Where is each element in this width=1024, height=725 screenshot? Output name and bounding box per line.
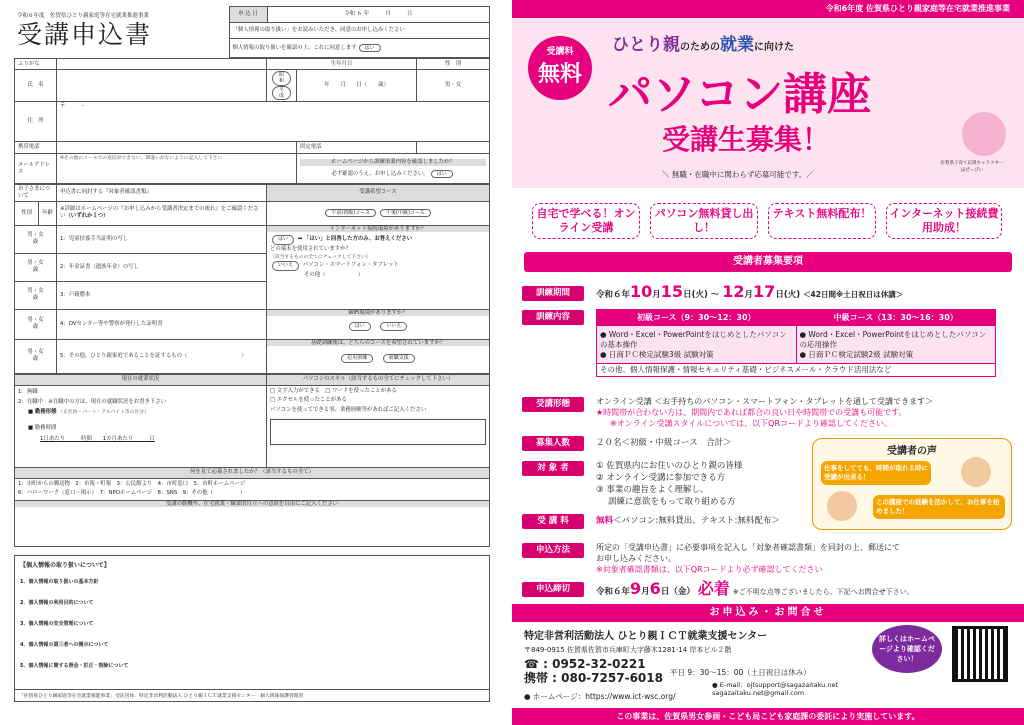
basic-b[interactable]: 就職支援 — [383, 354, 415, 362]
child-row-1[interactable]: 男・女 歳 — [15, 225, 57, 253]
format-text — [596, 396, 933, 429]
free-badge-top: 受講料 — [546, 47, 574, 57]
skill-2[interactable]: □ エクセルを使ったことがある — [270, 397, 347, 404]
feature-box-2: パソコン無料貸し出し！ — [650, 203, 758, 239]
col-age: 年齢 — [39, 201, 57, 225]
voice-person-icon — [961, 457, 991, 487]
net-other[interactable]: その他（ ） — [304, 271, 364, 278]
period-note: ＜42日間※土日祝日は休講＞ — [803, 290, 904, 299]
job-hours-field[interactable]: 1日あたり 時間 1カ月あたり 日 — [40, 435, 155, 442]
headline-c: 就業 — [720, 35, 754, 55]
flyer — [512, 0, 1024, 725]
course-basic-1: ● Word・Excel・PowerPointをはじめとしたパソコンの基本操作 — [600, 329, 787, 349]
free-badge — [528, 36, 592, 100]
free-badge-main: 無料 — [537, 62, 582, 87]
feature-box-4: インターネット接続費用助成！ — [886, 203, 1002, 239]
target-2: ② オンライン受講に参加できる方 — [596, 473, 726, 483]
deadline-a: 令和６年 — [596, 587, 631, 597]
form-title: 受講申込書 — [17, 20, 153, 50]
course-b-option[interactable]: 午後(中級)コース — [380, 209, 431, 217]
wifi-no[interactable]: いいえ — [380, 322, 407, 330]
address-label: 住 所 — [15, 102, 57, 142]
privacy-item-3: 3．個人情報の安全管理について — [20, 620, 94, 627]
net-devices[interactable]: パソコン・スマートフォン・タブレット — [302, 262, 399, 269]
job-type-row — [28, 407, 263, 417]
course-basic-2: ● 日商ＰＣ検定試験3級 試験対策 — [600, 349, 714, 359]
flyer-title: パソコン講座 — [608, 69, 872, 120]
source-cell — [15, 478, 490, 500]
net-device-sub: （該当するものの全てにチェックして下さい） — [270, 254, 371, 260]
period-month1: 10 — [630, 282, 653, 301]
period-day1: 15 — [660, 282, 684, 301]
privacy-section — [14, 555, 490, 702]
course-basic-header: 初級コース（9：30～12：30） — [597, 310, 797, 326]
section-header: 受講者募集要項 — [524, 252, 1012, 272]
hp-answer-row — [300, 170, 486, 178]
voice-box — [812, 438, 1012, 530]
net-yes[interactable]: はい — [272, 235, 294, 245]
job-cell — [15, 385, 267, 467]
basic-choices — [267, 354, 489, 362]
wifi-cell — [267, 309, 490, 339]
flyer-note: ＼ 無職・在職中に関わらず応募可能です。／ — [662, 170, 814, 179]
landline-label: 固定電話 — [297, 142, 417, 154]
era-heisei[interactable]: 平成 — [272, 86, 291, 101]
job-2[interactable]: 2：在職中 ※在職中の方は、現在の就職状況をお書き下さい — [18, 398, 167, 405]
gender-label: 性 別 — [417, 59, 490, 70]
fee-free: 無料 — [596, 516, 614, 526]
privacy-note: 「個人情報の取り扱い」をお読みいただき、同意のお申し込みください — [229, 23, 490, 39]
wifi-question: WiFi環境がありますか？ — [267, 310, 489, 317]
deadline-must: 必着 — [697, 579, 730, 598]
source-1[interactable]: 1：市町からの郵送物 2：市報・町報 3：公民館より 4：市町窓口 5：市町ホームページ — [18, 480, 246, 487]
format-2: ★時間帯が合わない方は、期間内であれば都合の良い日や時間帯での受講も可能です。 — [596, 408, 907, 417]
flyer-footer: この事業は、佐賀県男女参画・こども局こども家庭課の委託により実施しています。 — [512, 708, 1024, 725]
headline-a: ひとり親 — [612, 35, 680, 55]
job-type-label: ■ 勤務形態 — [28, 409, 57, 416]
deadline-day: 6 — [649, 579, 661, 598]
course-inter-1: ● Word・Excel・PowerPointをはじめとしたパソコンの応用操作 — [799, 329, 987, 349]
course-inter-2: ● 日商ＰＣ検定試験2級 試験対策 — [799, 349, 914, 359]
privacy-yes-button[interactable]: はい — [359, 44, 381, 52]
flyer-program: 令和6年度 佐賀県ひとり親家庭等在宅就業推進事業 — [512, 0, 1024, 18]
job-1[interactable]: 1：無職 — [18, 388, 38, 395]
landline-field[interactable] — [417, 142, 490, 154]
fee-rest: ＜パソコン:無料貸出、テキスト:無料配布＞ — [613, 516, 780, 526]
mascot-caption-block — [924, 160, 1020, 174]
era-cell — [267, 70, 297, 102]
org-name: 特定非営利活動法人 ひとり親ＩＣＴ就業支援センター — [524, 631, 768, 642]
application-form — [14, 6, 490, 718]
content-tag: 訓練内容 — [522, 310, 584, 325]
apply-2: お申し込みください。 — [596, 554, 676, 563]
applicant-table — [14, 58, 490, 184]
job-hours-label: ■ 勤務時間 — [28, 425, 57, 432]
org-address: 〒849-0915 佐賀県佐賀市兵庫町大字藤木1281-14 岸本ビル２階 — [524, 646, 732, 654]
qr-code-icon[interactable] — [952, 626, 1008, 682]
apply-tag: 申込方法 — [522, 543, 584, 558]
docs-note-bold: （いずれか１つ） — [65, 213, 109, 219]
hp-answer: 必ず確認のうえ、お申し込みください。 — [331, 170, 429, 177]
email-note: ※その他のメールでの返信ができない、間違いがないように記入して下さい — [60, 156, 223, 161]
period-b2: 月 — [744, 290, 754, 300]
motive-field[interactable] — [15, 500, 490, 546]
skill-title: パソコンのスキル（該当するもの全てにチェックして下さい） — [267, 374, 490, 385]
period-tag: 訓練期間 — [522, 286, 584, 301]
contact-band: お申込み・お問合せ — [512, 604, 1024, 622]
period-e: 日(火) — [775, 290, 801, 300]
course-table — [596, 309, 996, 377]
count-tag: 募集人数 — [522, 436, 584, 451]
flyer-subtitle: 受講生募集！ — [662, 123, 831, 156]
deadline-note: ※ご不明な点等ございましたら、下記へお問合せ下さい。 — [732, 588, 914, 596]
format-tag: 受講形態 — [522, 397, 584, 412]
privacy-footer: 「佐賀県ひとり親家庭等在宅就業推進事業」受託団体：特定非営利活動法人 ひとり親ＩＣＴ就業支援センター 個人情報保護管理者 — [15, 689, 489, 701]
source-question: 何を見て応募されましたか？（該当するもの全て） — [15, 467, 490, 478]
source-2[interactable]: 6：ハローワーク（窓口・掲示） 7：NPOホームページ 8：SNS 9：その他（ ） — [18, 490, 246, 496]
phones — [524, 657, 663, 685]
mobile-field[interactable] — [57, 142, 297, 154]
hp-yes-button[interactable]: はい — [431, 170, 453, 178]
gender-field[interactable]: 男・女 — [417, 70, 490, 102]
form-header-table — [14, 6, 490, 58]
email-label: メールアドレス — [15, 154, 57, 184]
period-text — [596, 284, 903, 303]
form-title-cell — [14, 7, 229, 58]
voice-person-icon-2 — [827, 491, 857, 521]
course-inter-header: 中級コース（13：30～16：30） — [796, 310, 996, 326]
docs-title: 申込書に同封する『対象者確認書類』 — [57, 185, 267, 202]
furigana-label: ふりがな — [15, 59, 57, 70]
target-tag: 対 象 者 — [522, 461, 584, 476]
apply-text — [596, 542, 900, 575]
course-basic-body — [597, 326, 797, 364]
docs-note: ※詳細はホームページの『お申し込みから受講者決定までの流れ』をご確認ください — [60, 206, 259, 219]
feature-box-3: テキスト無料配布！ — [768, 203, 876, 239]
period-a: 令和６年 — [596, 290, 631, 300]
emails[interactable]: ● E-mail：ojtsupport@sagazaitaku.net sagazaitaku.net@gmail.com — [712, 681, 845, 697]
apply-date-value[interactable]: 令和 ６ 年 月 日 — [267, 7, 490, 23]
mascot-caption: 佐賀県子育て応援キャラクター — [940, 161, 1004, 166]
children-table — [14, 184, 490, 374]
children-label: お子さまについて — [15, 185, 57, 202]
apply-date-label: 申 込 日 — [229, 7, 267, 23]
furigana-field[interactable] — [57, 59, 267, 70]
basic-question: 基礎訓練後は、どちらのコースを希望されていますか？ — [267, 340, 489, 347]
net-no[interactable]: いいえ — [272, 261, 299, 271]
period-c: 日(火) ～ — [683, 290, 723, 300]
voice-title: 受講者の声 — [887, 446, 937, 457]
mobile-label: 携帯電話 — [15, 142, 57, 154]
headline-d: に向けた — [754, 42, 794, 53]
period-day2: 17 — [753, 282, 776, 301]
mascot-name: ほぜっぴい — [960, 168, 984, 173]
deadline-month: 9 — [630, 579, 642, 598]
fee-tag: 受 講 料 — [522, 514, 584, 529]
net-question: インターネット接続環境がありますか？ — [267, 226, 489, 233]
job-title: 現在の就業状況 — [15, 374, 267, 385]
headline — [612, 30, 794, 55]
deadline-text — [596, 580, 914, 601]
skill-textbox[interactable] — [270, 419, 486, 445]
motive-label: 受講の動機や、在宅就業・職業的自立への意欲を自由にご記入ください — [15, 501, 489, 508]
col-gender: 性別 — [15, 201, 39, 225]
basic-a[interactable]: 応用訓練 — [341, 354, 373, 362]
mascot-icon — [962, 112, 1006, 156]
homepage[interactable]: ● ホームページ：https://www.ict-wsc.org/ — [524, 692, 676, 701]
voice-2: この講座での経験を活かして、お仕事を始めました！ — [873, 495, 1005, 519]
period-b1: 月 — [652, 290, 661, 300]
mobile[interactable]: 携帯 : 080-7257-6018 — [524, 671, 663, 685]
skill-cell — [267, 385, 490, 467]
format-1: オンライン受講 ＜お手持ちのパソコン・スマートフォン・タブレットを通して受講できます＞ — [596, 397, 933, 406]
privacy-item-5: 5．個人情報に関する照会・訂正・削除について — [20, 662, 129, 669]
privacy-title: 【個人情報の取り扱いについて】 — [20, 561, 110, 569]
address-field[interactable]: 〒 - — [57, 102, 490, 142]
skill-3: パソコンを使ってできる事、業務経験等があればご記入ください — [270, 406, 427, 413]
course-inter-body — [796, 326, 996, 364]
tel[interactable]: ☎ : 0952-32-0221 — [524, 657, 646, 671]
form-program: 令和６年度 佐賀県ひとり親家庭等在宅就業推進事業 — [17, 12, 150, 19]
child-row-5[interactable]: 男・女 歳 — [15, 339, 57, 373]
voice-1: 仕事をしてても、時間が取れる時に受講が出来る！ — [821, 461, 931, 485]
course-common: その他、個人情報保護・情報セキュリティ基礎・ビジネスメール・クラウド活用法など — [597, 364, 996, 377]
apply-3: ※対象者確認書類は、以下QRコードより必ず確認してください — [596, 565, 823, 574]
privacy-item-2: 2．個人情報の利用目的について — [20, 599, 94, 606]
wifi-choices — [267, 322, 489, 330]
target-3: ③ 事業の趣旨をよく理解し、 — [596, 485, 709, 495]
privacy-item-1: 1．個人情報の取り扱いの基本方針 — [20, 578, 99, 585]
deadline-b: 月 — [641, 587, 650, 597]
doc-1[interactable]: 1：児童扶養手当証明の写し — [57, 225, 267, 253]
docs-note-cell — [57, 201, 267, 225]
name-field[interactable] — [57, 70, 267, 102]
child-row-3[interactable]: 男・女 歳 — [15, 281, 57, 309]
birth-label: 生年月日 — [267, 59, 417, 70]
office-hours: 平日 9：30～15：00（土日祝日は休み） — [670, 668, 811, 677]
deadline-tag: 申込締切 — [522, 582, 584, 597]
apply-1: 所定の「受講申込書」に必要事項を記入し「対象者確認書類」を同封の上、郵送にて — [596, 543, 900, 552]
job-type-sub: （正社員・パート・アルバイト等の区分） — [58, 410, 149, 416]
doc-3[interactable]: 3：戸籍謄本 — [57, 281, 267, 309]
child-row-2[interactable]: 男・女 歳 — [15, 253, 57, 281]
course-a-option[interactable]: 午前(初級)コース — [325, 209, 376, 217]
net-body: はい ➡ 「はい」と回答した方のみ、お答えください どの端末を使用されていますか？ （該当するものの全てにチェックして下さい） いいえ パソコン・スマートフォン・タブレット その他（ ） — [270, 236, 413, 278]
era-showa[interactable]: 昭和 — [272, 71, 291, 86]
hp-check — [297, 154, 490, 184]
wifi-yes[interactable]: はい — [349, 322, 371, 330]
net-device-q: どの端末を使用されていますか？ — [270, 245, 351, 252]
period-month2: 12 — [722, 282, 745, 301]
doc-5[interactable]: 5：その他、ひとり親家庭であることを証するもの（ ） — [57, 339, 267, 373]
privacy-confirm-text: 個人情報の取り扱いを確認の上、これに同意します — [232, 45, 357, 52]
target-text — [596, 460, 742, 508]
child-row-4[interactable]: 男・女 歳 — [15, 309, 57, 339]
target-1: ① 佐賀県内にお住いのひとり親の皆様 — [596, 461, 743, 471]
net-yes-note: 「はい」と回答した方のみ、お答えください — [303, 236, 413, 243]
birth-field[interactable]: 年 月 日（ 歳） — [297, 70, 417, 102]
hp-bubble: 詳しくはホームページより確認ください！ — [872, 625, 942, 673]
feature-box-1: 自宅で学べる！オンライン受講 — [532, 203, 640, 239]
skill-1[interactable]: □ 文字入力ができる □ ワードを使ったことがある — [270, 387, 397, 394]
net-cell — [267, 225, 490, 309]
privacy-confirm — [229, 39, 490, 58]
count-text: ２０名＜初級・中級コース 合計＞ — [596, 438, 732, 448]
deadline-c: 日（金） — [660, 587, 695, 597]
format-3: ※オンライン受講スタイルについては、以下QRコードより確認してください。 — [610, 419, 892, 428]
name-label: 氏 名 — [15, 70, 57, 102]
email-field[interactable] — [57, 154, 297, 184]
basic-cell — [267, 339, 490, 373]
privacy-item-4: 4．個人情報の第三者への開示について — [20, 641, 109, 648]
course-choices — [267, 201, 490, 225]
job-table — [14, 374, 490, 547]
hp-question: ホームページから訓練事業内容を確認しましたか？ — [300, 159, 486, 166]
course-title: 受講希望コース — [267, 185, 490, 202]
doc-2[interactable]: 2：年金証書（遺族年金）の写し — [57, 253, 267, 281]
doc-4[interactable]: 4：DVセンター等や警察が発行した証明書 — [57, 309, 267, 339]
fee-text — [596, 516, 780, 527]
target-3b: 訓練に意欲をもって取り組める方 — [608, 497, 736, 507]
headline-b: のための — [680, 42, 720, 53]
